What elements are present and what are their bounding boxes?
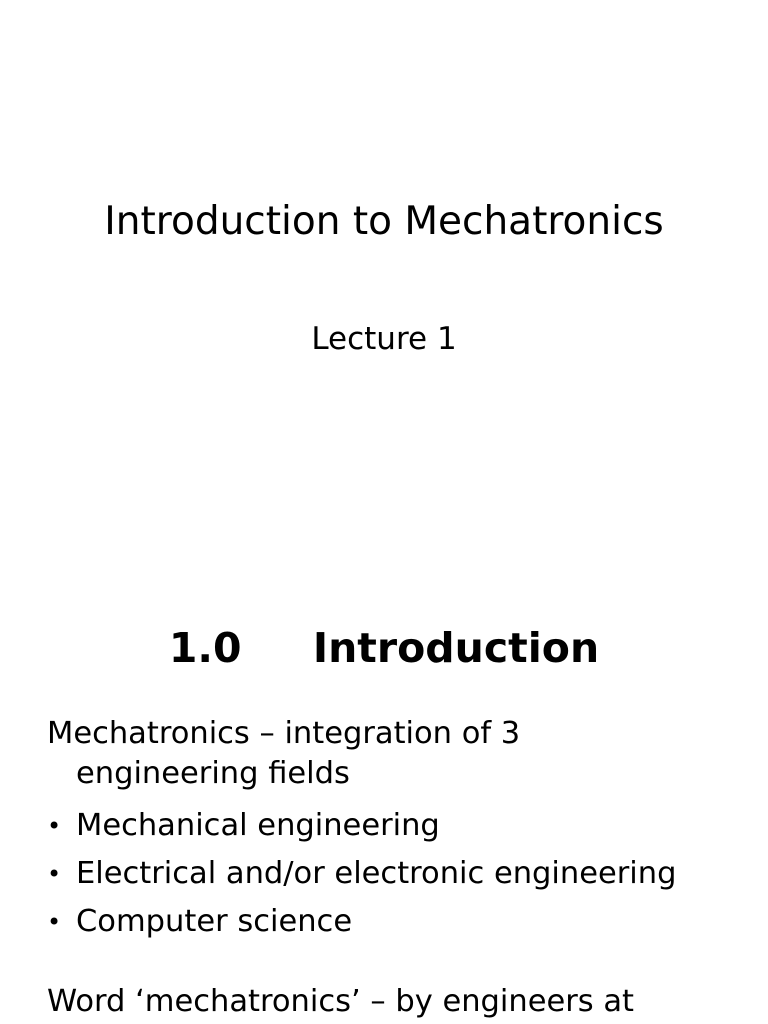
list-item — [47, 850, 762, 898]
list-item-text: Mechanical engineering — [76, 808, 440, 843]
slide-subtitle: Lecture 1 — [311, 321, 457, 357]
content-slide — [0, 576, 768, 1024]
slide-body — [47, 714, 762, 1022]
list-item-text: Electrical and/or electronic engineering — [76, 856, 677, 891]
slide-title: Introduction to Mechatronics — [104, 199, 664, 244]
list-item-text: Computer science — [76, 904, 353, 939]
list-item — [47, 898, 762, 946]
partial-text-line: Word ‘mechatronics’ – by engineers at — [47, 984, 635, 1019]
bullet-icon: • — [47, 812, 62, 840]
bullet-icon: • — [47, 860, 62, 888]
intro-text-line-1: Mechatronics – integration of 3 — [47, 716, 521, 751]
list-item — [47, 802, 762, 850]
bullet-icon: • — [47, 908, 62, 936]
intro-text-line-2: engineering fields — [76, 756, 350, 791]
section-heading: 1.0 Introduction — [168, 624, 600, 672]
bullet-list — [47, 802, 762, 946]
